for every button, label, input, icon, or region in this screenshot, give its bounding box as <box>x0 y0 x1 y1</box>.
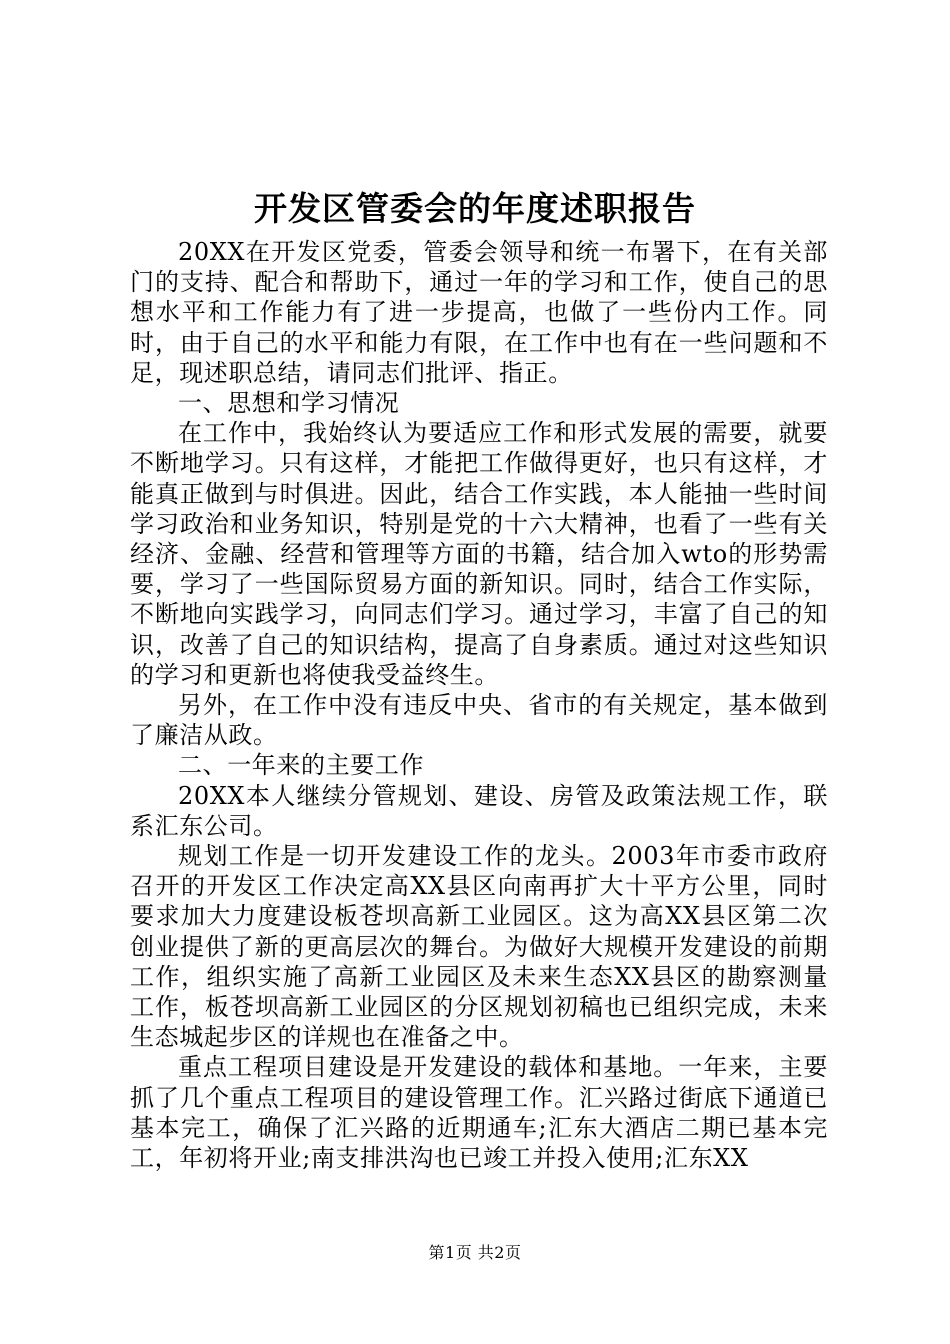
page-number-footer: 第1页 共2页 <box>428 1243 522 1262</box>
section-heading-work: 二、一年来的主要工作 <box>178 751 424 780</box>
document-body <box>130 237 828 1173</box>
section-heading-study: 一、思想和学习情况 <box>178 389 400 418</box>
paragraph-responsibilities: 20XX本人继续分管规划、建设、房管及政策法规工作，联系汇东公司。 <box>130 781 828 840</box>
document-title: 开发区管委会的年度述职报告 <box>254 189 696 228</box>
paragraph-integrity: 另外，在工作中没有违反中央、省市的有关规定，基本做到了廉洁从政。 <box>130 691 828 750</box>
paragraph-intro: 20XX在开发区党委，管委会领导和统一布署下，在有关部门的支持、配合和帮助下，通过一年的学习和工作，使自己的思想水平和工作能力有了进一步提高，也做了一些份内工作。同时，由于自己的水平和能力有限，在工作中也有在一些问题和不足，现述职总结，请同志们批评、指正。 <box>130 238 828 387</box>
paragraph-key-projects: 重点工程项目建设是开发建设的载体和基地。一年来，主要抓了几个重点工程项目的建设管理工作。汇兴路过街底下通道已基本完工，确保了汇兴路的近期通车;汇东大酒店二期已基本完工，年初将开业;南支排洪沟也已竣工并投入使用;汇东XX <box>130 1053 828 1173</box>
paragraph-planning: 规划工作是一切开发建设工作的龙头。2003年市委市政府召开的开发区工作决定高XX县区向南再扩大十平方公里，同时要求加大力度建设板苍坝高新工业园区。这为高XX县区第二次创业提供了新的更高层次的舞台。为做好大规模开发建设的前期工作，组织实施了高新工业园区及未来生态XX县区的勘察测量工作，板苍坝高新工业园区的分区规划初稿也已组织完成，未来生态城起步区的详规也在准备之中。 <box>130 842 828 1052</box>
paragraph-study: 在工作中，我始终认为要适应工作和形式发展的需要，就要不断地学习。只有这样，才能把工作做得更好，也只有这样，才能真正做到与时俱进。因此，结合工作实践，本人能抽一些时间学习政治和业务知识，特别是党的十六大精神，也看了一些有关经济、金融、经营和管理等方面的书籍，结合加入wto的形势需要，学习了一些国际贸易方面的新知识。同时，结合工作实际，不断地向实践学习，向同志们学习。通过学习，丰富了自己的知识，改善了自己的知识结构，提高了自身素质。通过对这些知识的学习和更新也将使我受益终生。 <box>130 419 828 689</box>
